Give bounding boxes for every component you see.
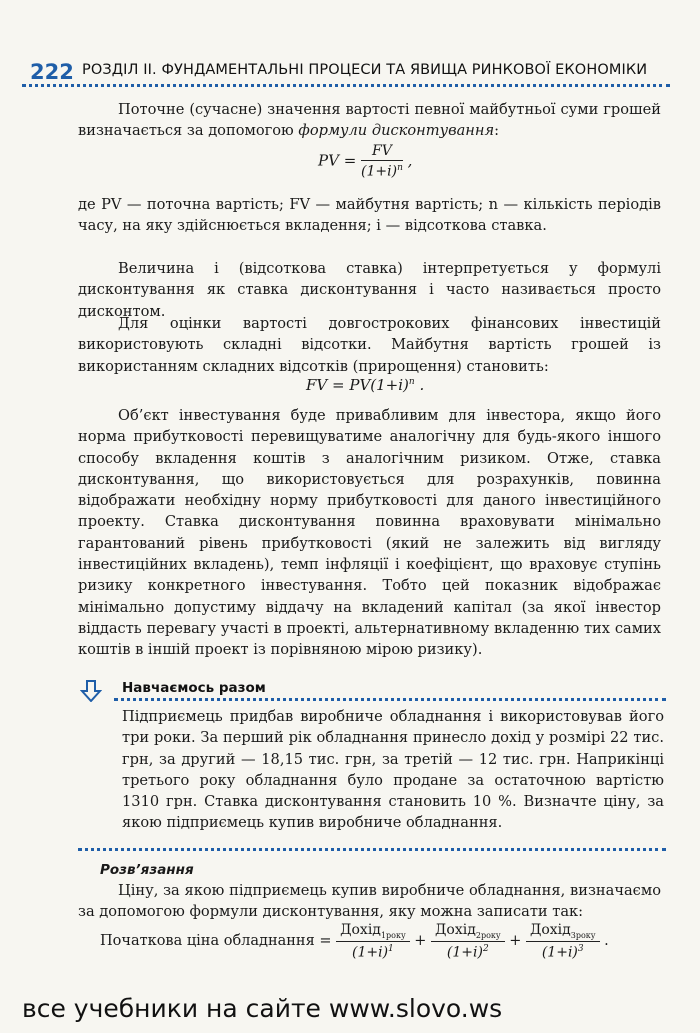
learn-divider-bottom bbox=[78, 848, 666, 851]
page-header bbox=[22, 56, 672, 86]
chapter-title: РОЗДІЛ ІІ. ФУНДАМЕНТАЛЬНІ ПРОЦЕСИ ТА ЯВИЩА РИНКОВОЇ ЕКОНОМІКИ bbox=[82, 62, 648, 78]
down-arrow-icon bbox=[80, 680, 102, 702]
rate-note-paragraph: Величина i (відсоткова ставка) інтерпретується у формулі дисконтування як ставка дисконтування і часто називається просто дисконтом. bbox=[78, 260, 661, 320]
solution-title: Розв’язання bbox=[100, 862, 194, 878]
solution-paragraph: Ціну, за якою підприємець купив виробниче обладнання, визначаємо за допомогою формули дисконтування, яку можна записати так: bbox=[78, 882, 661, 921]
learn-task-text: Підприємець придбав виробниче обладнання і використовував його три роки. За перший рік обладнання принесло дохід у розмірі 22 тис. грн, за другий — 18,15 тис. грн, за третій — 12 тис. грн. Наприкінці третього року обладнання було продане за остаточною вартістю 1310 грн. Ставка дисконтування становить 10 %. Визначте ціну, за якою підприємець купив виробниче обладнання. bbox=[122, 708, 664, 832]
intro-paragraph: Поточне (сучасне) значення вартості певної майбутньої суми грошей визначається за допомогою формули дисконтування: bbox=[78, 101, 661, 140]
formula-present-value: PV = $\frac{FV}{(1+i)^n}$ , bbox=[318, 143, 413, 180]
investment-paragraph: Об’єкт інвестування буде привабливим для інвестора, якщо його норма прибутковості перевищуватиме аналогічну для будь-якого іншого способу вкладення коштів з аналогічним ризиком. Отже, ставка дисконтування, що використовується для розрахунків, повинна відображати необхідну норму прибутковості для даного інвестиційного проекту. Ставка дисконтування повинна враховувати мінімально гарантований рівень прибутковості (який не залежить від вигляду інвестиційних вкладень), темп інфляції і коефіцієнт, що враховує ступінь ризику конкретного інвестування. Тобто цей показник відображає мінімально допустиму віддачу на вкладений капітал (за якої інвестор віддасть перевагу участі в проекті, альтернативному вкладенню тих самих коштів в іншій проект із порівняною мірою ризику). bbox=[78, 407, 661, 659]
learn-together-title: Навчаємось разом bbox=[122, 680, 266, 696]
complex-rates-paragraph: Для оцінки вартості довгострокових фінансових інвестицій використовують складні відсотки. Майбутня вартість грошей із використанням складних відсотків (прирощення) становить: bbox=[78, 315, 661, 375]
formula-initial-price: Початкова ціна обладнання = $\frac{Дохід_{1року}}{(1+i)^1}$ + $\frac{Дохід_{2року}}{(1+i)^2}$ + $\frac{Дохід_{3року}}{(1+i)^3}$ . bbox=[100, 922, 609, 961]
learn-together-box bbox=[74, 676, 666, 854]
site-footer-text: все учебники на сайте www.slovo.ws bbox=[22, 994, 503, 1023]
header-divider bbox=[22, 84, 670, 87]
definitions-paragraph: де PV — поточна вартість; FV — майбутня вартість; n — кількість періодів часу, на яку здійснюється вкладення; i — відсоткова ставка. bbox=[78, 196, 661, 235]
page-number: 222 bbox=[30, 60, 74, 84]
learn-divider-top bbox=[114, 698, 666, 701]
formula-future-value: FV = $PV(1+i)^n$ . bbox=[306, 376, 425, 394]
